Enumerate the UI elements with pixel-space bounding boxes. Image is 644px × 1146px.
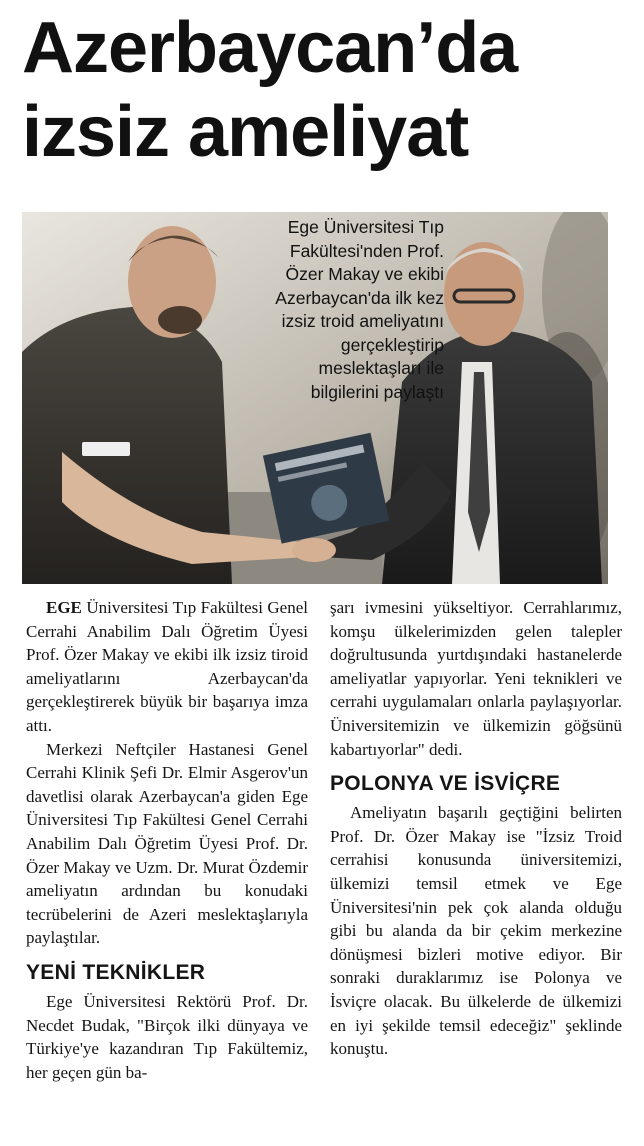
article-right-column (330, 596, 622, 1061)
photo-caption-text: Ege Üniversitesi Tıp Fakültesi'nden Prof. Özer Makay ve ekibi Azerbaycan'da ilk kez izsiz troid ameliyatını gerçekleştirip meslektaşları ile bilgilerini paylaştı (275, 217, 444, 402)
right-paragraph-1: şarı ivmesini yükseltiyor. Cerrahlarımız, komşu ülkelerimizden gelen talepler doğrultusunda yurtdışındaki hastanelerde ameliyatlar yapıyorlar. Yeni teknikleri ve cerrahi uygulamaları onlarla paylaşıyorlar. Üniversitemizin ve ülkemizin göğsünü kabartıyorlar" dedi. (330, 598, 622, 759)
right-paragraph-2: Ameliyatın başarılı geçtiğini belirten Prof. Dr. Özer Makay ise "İzsiz Troid cerrahisi konusunda üniversitemizi, ülkemizi temsil etmek ve Ege Üniversitesi'nin pek çok alanda olduğu gibi bu alanda da bir çekim merkezine dönüşmesi bizleri motive ediyor. Bir sonraki duraklarımız ise Polonya ve İsviçre olacak. Bu ülkelerde de ülkemizi en iyi şekilde temsil edeceğiz" şeklinde konuştu. (330, 803, 622, 1059)
article-headline (22, 6, 632, 174)
lead-word: EGE (46, 598, 82, 617)
subheading-poland-switzerland: POLONYA VE İSVİÇRE (330, 772, 561, 796)
left-paragraph-1-text: Üniversitesi Tıp Fakültesi Genel Cerrahi Anabilim Dalı Öğretim Üyesi Prof. Özer Makay ve ekibi ilk izsiz tiroid ameliyatlarını Azerbaycan'da gerçekleştirerek büyük bir başarıya imza attı. (26, 598, 308, 735)
left-paragraph-1 (26, 596, 308, 738)
left-paragraph-2: Merkezi Neftçiler Hastanesi Genel Cerrahi Klinik Şefi Dr. Elmir Asgerov'un davetlisi olarak Azerbaycan'a giden Ege Üniversitesi Tıp Fakültesi Genel Cerrahi Anabilim Dalı Öğretim Üyesi Prof. Dr. Özer Makay ve Uzm. Dr. Murat Özdemir ameliyatın ardından bu konudaki tecrübelerini de Azeri meslektaşlarıyla paylaştılar. (26, 739, 308, 948)
article-left-column (26, 596, 308, 1084)
left-paragraph-3: Ege Üniversitesi Rektörü Prof. Dr. Necdet Budak, "Birçok ilki dünyaya ve Türkiye'ye kazandıran Tıp Fakültemiz, her geçen gün ba- (26, 991, 308, 1082)
headline-line-1: Azerbaycan’da (22, 8, 518, 88)
photo-caption (214, 216, 444, 404)
subheading-new-techniques: YENİ TEKNİKLER (26, 960, 206, 984)
headline-line-2: izsiz ameliyat (22, 92, 469, 172)
